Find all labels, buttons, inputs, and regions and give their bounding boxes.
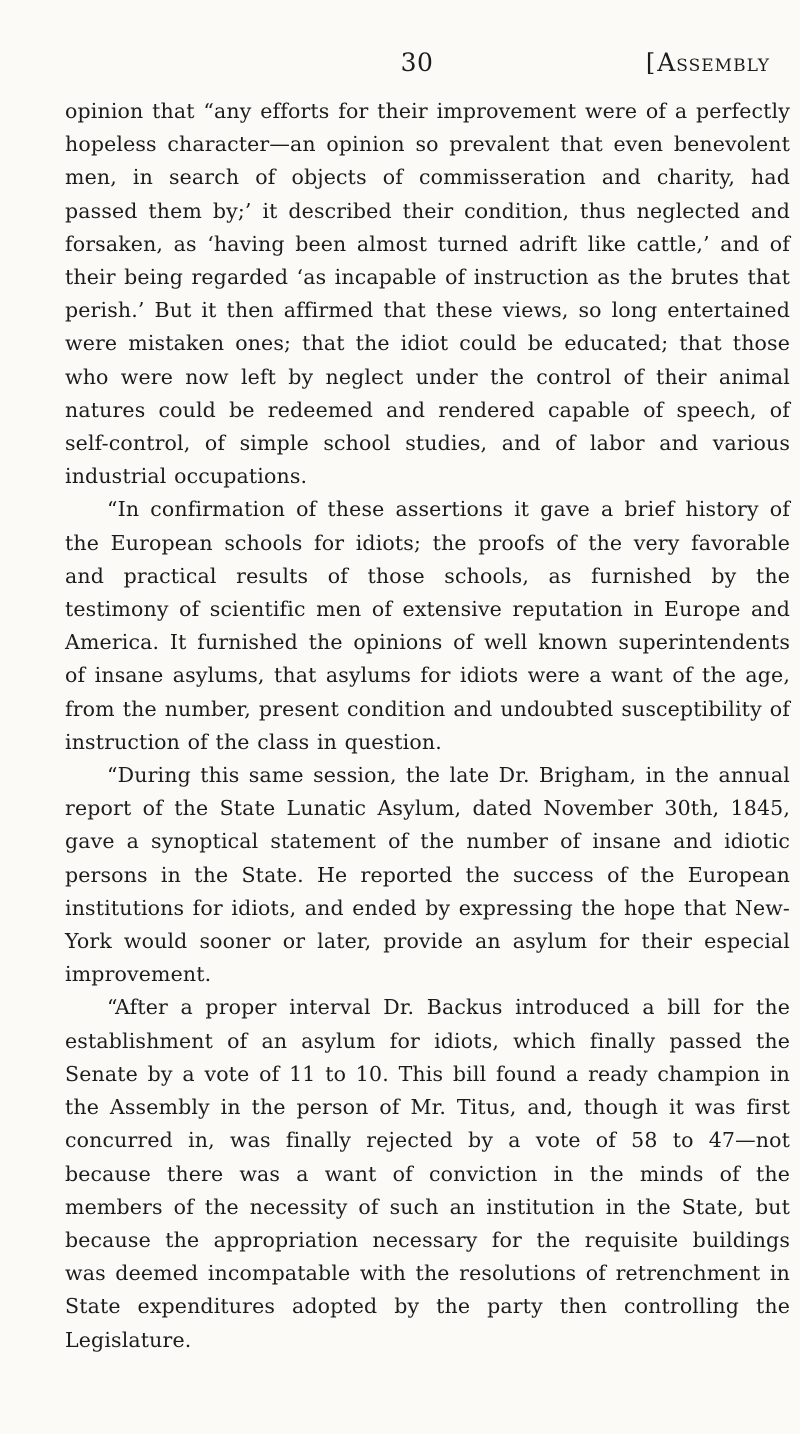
section-title [646, 48, 770, 77]
section-title-bracket: [ [645, 49, 657, 77]
section-title-rest: ssembly [676, 49, 770, 77]
body-text [65, 95, 790, 1357]
paragraph: “In confirmation of these assertions it gave a brief history of the European schools for idiots; the proofs of the very favorable and practical results of those schools, as furnished by the testimony of scientific men of extensive reputation in Europe and America. It furnished the opinions of well known superintendents of insane asylums, that asylums for idiots were a want of the age, from the number, present condition and undoubted susceptibility of instruction of the class in question. [65, 497, 790, 754]
paragraph: “During this same session, the late Dr. Brigham, in the annual report of the State Lunatic Asylum, dated November 30th, 1845, gave a synoptical statement of the number of insane and idiotic persons in the State. He reported the success of the European institutions for idiots, and ended by expressing the hope that New-York would sooner or later, provide an asylum for their especial improvement. [65, 763, 790, 987]
page-number: 30 [400, 48, 434, 77]
running-head [64, 48, 770, 88]
paragraph: “After a proper interval Dr. Backus introduced a bill for the establishment of an asylum for idiots, which finally passed the Senate by a vote of 11 to 10. This bill found a ready champion in the Assembly in the person of Mr. Titus, and, though it was first concurred in, was finally rejected by a vote of 58 to 47—not because there was a want of conviction in the minds of the members of the necessity of such an institution in the State, but because the appropriation necessary for the requisite buildings was deemed incompatable with the resolutions of retrenchment in State expenditures adopted by the party then controlling the Legislature. [65, 995, 790, 1352]
section-title-initial: A [657, 48, 677, 77]
paragraph-continued: opinion that “any efforts for their improvement were of a perfectly hopeless character—an opinion so prevalent that even benevolent men, in search of objects of commisseration and charity, had passed them by;’ it described their condition, thus neglected and forsaken, as ‘having been almost turned adrift like cattle,’ and of their being regarded ‘as incapable of instruction as the brutes that perish.’ But it then affirmed that these views, so long entertained were mistaken ones; that the idiot could be educated; that those who were now left by neglect under the control of their animal natures could be redeemed and rendered capable of speech, of self-control, of simple school studies, and of labor and various industrial occupations. [65, 99, 790, 489]
